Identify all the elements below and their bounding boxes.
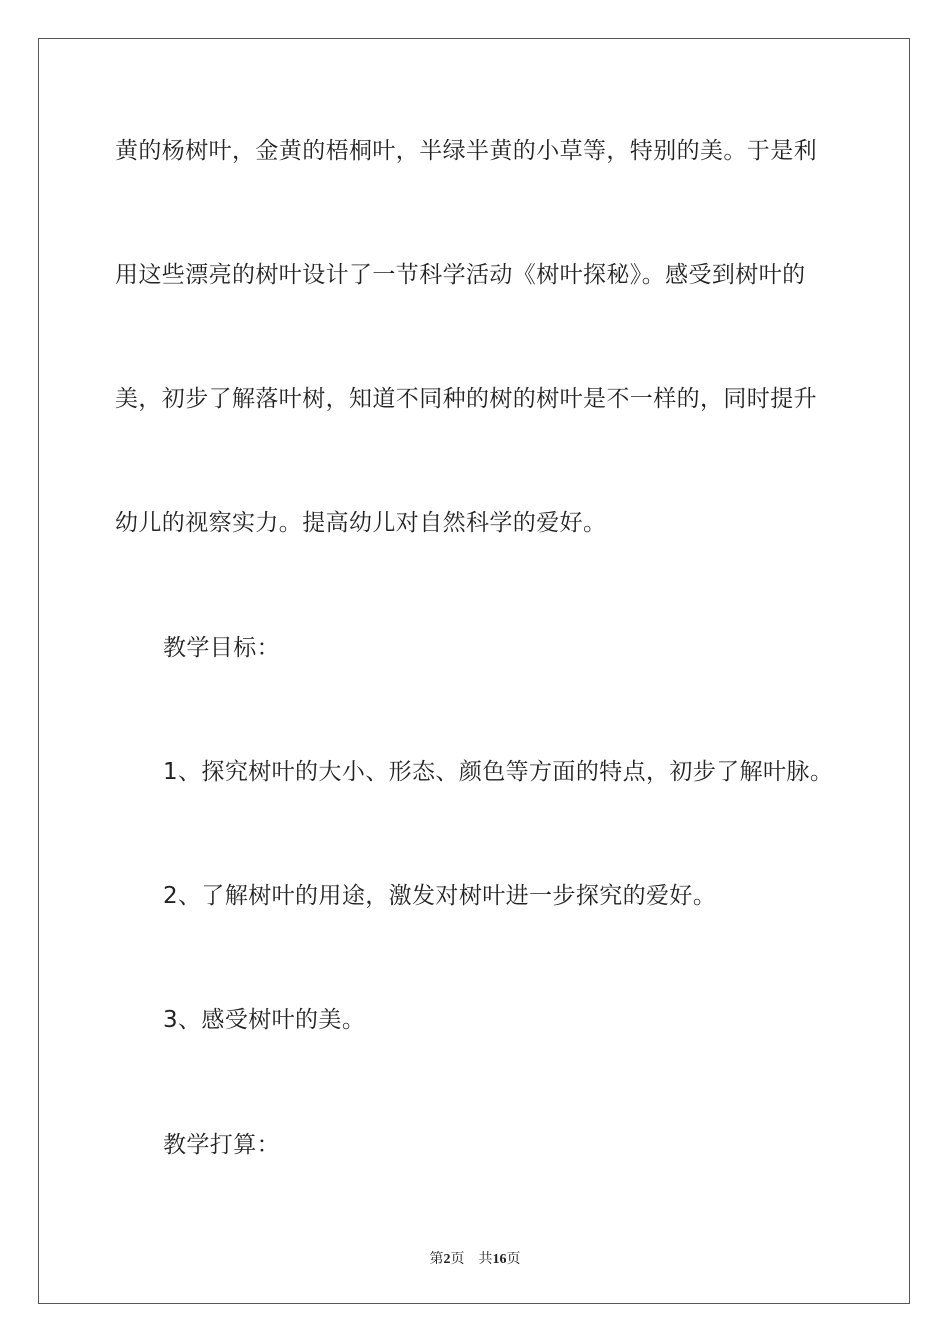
total-suffix: 页 bbox=[506, 1252, 521, 1267]
page-footer bbox=[0, 1248, 950, 1268]
goal-item-1: 1、探究树叶的大小、形态、颜色等方面的特点，初步了解叶脉。 bbox=[163, 759, 834, 785]
page-frame bbox=[38, 38, 910, 1304]
paragraph-line-2: 用这些漂亮的树叶设计了一节科学活动《树叶探秘》。感受到树叶的 bbox=[115, 262, 806, 288]
page-prefix: 第 bbox=[429, 1252, 444, 1267]
goals-heading: 教学目标： bbox=[163, 635, 280, 661]
plan-heading: 教学打算： bbox=[163, 1132, 280, 1158]
page-suffix: 页 bbox=[450, 1252, 465, 1267]
total-prefix: 共 bbox=[478, 1252, 493, 1267]
page-number: 2 bbox=[443, 1252, 451, 1267]
paragraph-line-3: 美，初步了解落叶树，知道不同种的树的树叶是不一样的，同时提升 bbox=[115, 386, 817, 412]
goal-item-3: 3、感受树叶的美。 bbox=[163, 1007, 366, 1033]
goal-item-2: 2、了解树叶的用途，激发对树叶进一步探究的爱好。 bbox=[163, 883, 717, 909]
paragraph-line-1: 黄的杨树叶，金黄的梧桐叶，半绿半黄的小草等，特别的美。于是利 bbox=[115, 138, 817, 164]
total-pages: 16 bbox=[492, 1252, 507, 1267]
paragraph-line-4: 幼儿的视察实力。提高幼儿对自然科学的爱好。 bbox=[115, 510, 607, 536]
